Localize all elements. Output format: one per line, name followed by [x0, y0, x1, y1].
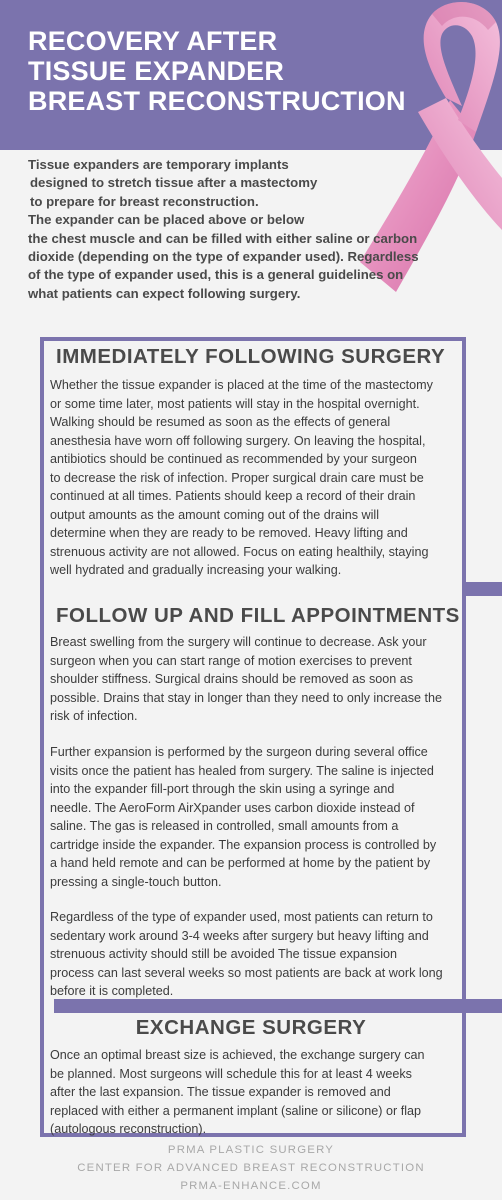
section-paragraph [50, 908, 462, 1001]
paragraph-line: possible. Drains that stay in longer than they need to only increase the [50, 690, 443, 705]
title-line: RECOVERY AFTER [28, 26, 278, 56]
section-paragraph [50, 376, 462, 580]
intro-line: The expander can be placed above or below [28, 212, 305, 228]
paragraph-line: anesthesia have worn off following surgery. On leaving the hospital, [50, 433, 426, 448]
footer-practice-name: PRMA PLASTIC SURGERY [167, 1144, 335, 1156]
intro-line: dioxide (depending on the type of expander used). Regardless [28, 249, 419, 265]
section-paragraph [50, 743, 462, 891]
section-heading-follow-up-and-fill-appointments: FOLLOW UP AND FILL APPOINTMENTS [56, 604, 460, 627]
paragraph-line: strenuous activity should still be avoided The tissue expansion [50, 947, 397, 961]
paragraph-line: needle. The AeroForm AirXpander uses carbon dioxide instead of [50, 800, 415, 815]
paragraph-line: saline. The gas is released in controlled, small amounts from a [50, 819, 399, 833]
paragraph-line: Once an optimal breast size is achieved, the exchange surgery can [50, 1048, 425, 1062]
paragraph-line: continued at all times. Patients should keep a record of their drain [50, 489, 416, 503]
intro-line: to prepare for breast reconstruction. [30, 193, 259, 209]
paragraph-line: replaced with either a permanent implant (saline or silicone) or flap [50, 1103, 421, 1118]
paragraph-line: cartridge inside the expander. The expansion process is controlled by [50, 837, 437, 852]
paragraph-line: sedentary work around 3-4 weeks after surgery but heavy lifting and [50, 928, 429, 943]
paragraph-line: risk of infection. [50, 709, 138, 723]
title-line: BREAST RECONSTRUCTION [28, 86, 406, 116]
paragraph-line: to decrease the risk of infection. Proper surgical drain care must be [50, 470, 424, 485]
paragraph-line: into the expander fill-port through the skin using a syringe and [50, 782, 395, 796]
paragraph-line: output amounts as the amount coming out of the drains will [50, 507, 380, 522]
intro-text [28, 156, 498, 303]
paragraph-line: Regardless of the type of expander used, most patients can return to [50, 910, 433, 924]
paragraph-line: visits once the patient has healed from surgery. The saline is injected [50, 763, 434, 778]
paragraph-line: antibiotics should be continued as recommended by your surgeon [50, 452, 417, 466]
section-heading-immediately-following-surgery: IMMEDIATELY FOLLOWING SURGERY [56, 345, 446, 368]
section-paragraph [50, 1046, 462, 1139]
paragraph-line: Further expansion is performed by the surgeon during several office [50, 745, 428, 759]
footer-website: PRMA-ENHANCE.COM [180, 1180, 322, 1192]
paragraph-line: before it is completed. [50, 984, 174, 998]
paragraph-line: shoulder stiffness. Surgical drains should be removed as soon as [50, 672, 414, 686]
title-line: TISSUE EXPANDER [28, 56, 285, 86]
intro-line: of the type of expander used, this is a general guidelines on [28, 267, 404, 283]
section-heading-exchange-surgery: EXCHANGE SURGERY [135, 1016, 367, 1039]
paragraph-line: (autologous reconstruction). [50, 1122, 207, 1136]
intro-line: Tissue expanders are temporary implants [28, 157, 289, 172]
intro-line: the chest muscle and can be filled with either saline or carbon [28, 230, 418, 246]
paragraph-line: strenuous activity are not allowed. Focus on eating healthily, staying [50, 544, 429, 559]
paragraph-line: process can last several weeks so most patients are back at work long [50, 965, 443, 980]
intro-line: what patients can expect following surgery. [28, 285, 301, 301]
paragraph-line: be planned. Most surgeons will schedule this for at least 4 weeks [50, 1066, 412, 1081]
paragraph-line: Walking should be resumed as soon as the effects of general [50, 415, 391, 429]
paragraph-line: a hand held remote and can be performed at home by the patient by [50, 856, 431, 870]
paragraph-line: Breast swelling from the surgery will continue to decrease. Ask your [50, 635, 427, 649]
paragraph-line: determine when they are ready to be removed. Heavy lifting and [50, 526, 408, 540]
paragraph-line: surgeon when you can start range of motion exercises to prevent [50, 653, 412, 668]
paragraph-line: pressing a single-touch button. [50, 874, 222, 889]
section-divider [462, 582, 502, 596]
footer-center-name: CENTER FOR ADVANCED BREAST RECONSTRUCTION [77, 1162, 425, 1174]
intro-line: designed to stretch tissue after a mastectomy [30, 175, 318, 191]
section-divider [54, 999, 502, 1013]
paragraph-line: or some time later, most patients will stay in the hospital overnight. [50, 396, 420, 411]
paragraph-line: Whether the tissue expander is placed at the time of the mastectomy [50, 378, 433, 392]
paragraph-line: after the last expansion. The tissue expander is removed and [50, 1085, 391, 1099]
paragraph-line: well hydrated and gradually increasing your walking. [50, 563, 342, 577]
section-paragraph [50, 633, 462, 726]
footer [0, 1141, 502, 1195]
